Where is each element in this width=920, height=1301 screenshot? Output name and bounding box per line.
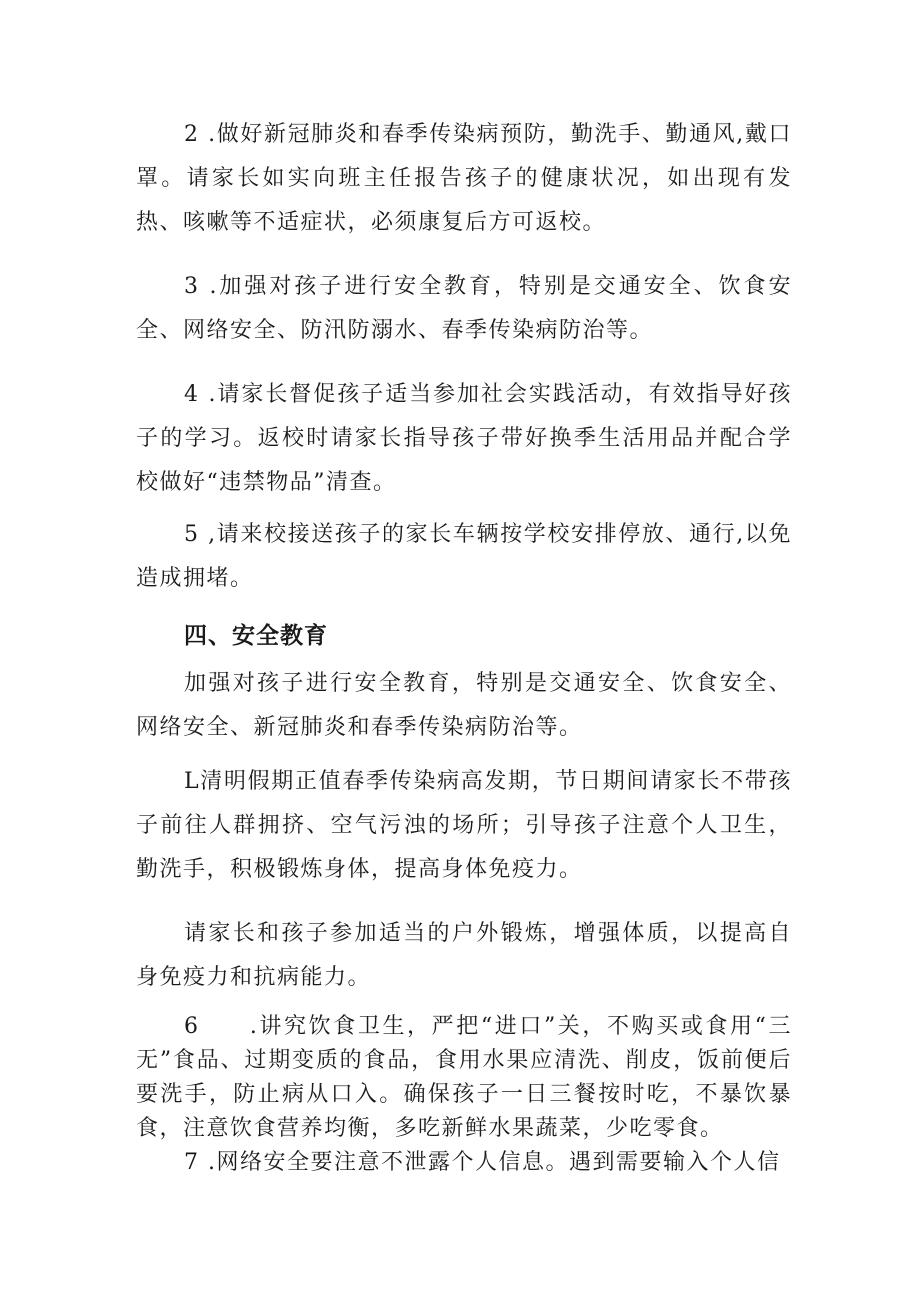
paragraph-social-practice: 4 .请家长督促孩子适当参加社会实践活动，有效指导好孩子的学习。返校时请家长指导孩子带好换季生活用品并配合学校做好“违禁物品”清查。 [136, 382, 792, 495]
paragraph-section-intro: 加强对孩子进行安全教育，特别是交通安全、饮食安全、网络安全、新冠肺炎和春季传染病防治等。 [136, 671, 792, 740]
paragraph-food-hygiene: 6 .讲究饮食卫生，严把“进口”关，不购买或食用“三无”食品、过期变质的食品，食用水果应清洗、削皮，饭前便后要洗手，防止病从口入。确保孩子一日三餐按时吃，不暴饮暴食，注意饮食营养均衡，多吃新鲜水果蔬菜，少吃零食。 [136, 1014, 792, 1141]
paragraph-parking: 5 ,请来校接送孩子的家长车辆按学校安排停放、通行,以免造成拥堵。 [136, 522, 792, 591]
paragraph-epidemic-prevention: 2 .做好新冠肺炎和春季传染病预防，勤洗手、勤通风,戴口罩。请家长如实向班主任报告孩子的健康状况，如出现有发热、咳嗽等不适症状，必须康复后方可返校。 [136, 122, 792, 235]
paragraph-holiday-precautions: L清明假期正值春季传染病高发期，节日期间请家长不带孩子前往人群拥挤、空气污浊的场所；引导孩子注意个人卫生，勤洗手，积极锻炼身体，提高身体免疫力。 [136, 769, 792, 882]
paragraph-safety-education: 3 .加强对孩子进行安全教育，特别是交通安全、饮食安全、网络安全、防汛防溺水、春季传染病防治等。 [136, 274, 792, 343]
section-heading: 四、安全教育 [184, 623, 328, 649]
paragraph-outdoor-exercise: 请家长和孩子参加适当的户外锻炼，增强体质，以提高自身免疫力和抗病能力。 [136, 921, 792, 990]
paragraph-network-safety: 7 .网络安全要注意不泄露个人信息。遇到需要输入个人信 [184, 1150, 781, 1175]
